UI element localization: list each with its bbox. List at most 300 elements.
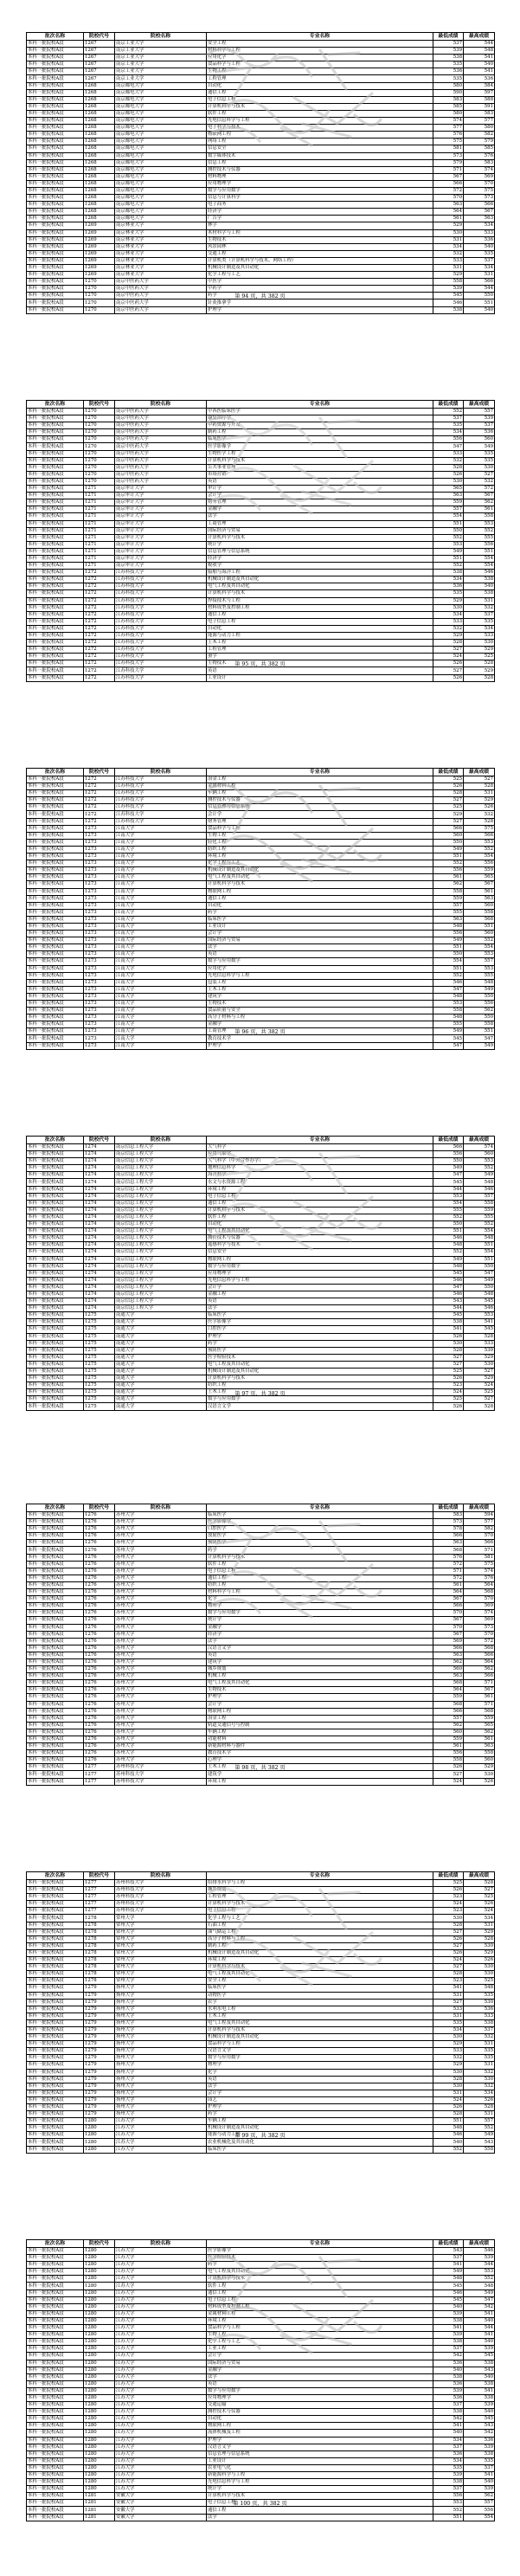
table-row (27, 2346, 495, 2353)
school-code-cell: 1275 (84, 1340, 115, 1347)
column-header: 最高成绩 (464, 1137, 495, 1144)
major-name-cell: 木材科学与工程 (207, 229, 433, 236)
school-code-cell: 1269 (84, 272, 115, 279)
min-score-cell: 526 (433, 1935, 464, 1942)
school-code-cell: 1273 (84, 1042, 115, 1049)
batch-name-cell: 本科一批院校A段 (27, 1638, 84, 1645)
table-row (27, 478, 495, 485)
major-name-cell: 口腔医学 (207, 1326, 433, 1333)
major-name-cell: 机械设计制造及其自动化 (207, 265, 433, 272)
max-score-cell: 525 (464, 1894, 495, 1901)
school-code-cell: 1275 (84, 1403, 115, 1410)
major-name-cell: 电气工程及其自动化 (207, 1361, 433, 1368)
school-code-cell: 1268 (84, 138, 115, 145)
table-row (27, 2486, 495, 2493)
school-name-cell: 江南大学 (115, 1021, 207, 1028)
max-score-cell: 579 (464, 138, 495, 145)
min-score-cell: 534 (433, 2437, 464, 2444)
major-name-cell: 食品科学与工程 (207, 2041, 433, 2048)
min-score-cell: 541 (433, 1326, 464, 1333)
min-score-cell: 547 (433, 1042, 464, 1049)
min-score-cell: 561 (433, 874, 464, 881)
max-score-cell: 554 (464, 1228, 495, 1235)
min-score-cell: 531 (433, 265, 464, 272)
school-name-cell: 江苏大学 (115, 2317, 207, 2324)
school-code-cell: 1268 (84, 202, 115, 209)
school-name-cell: 南京林业大学 (115, 236, 207, 243)
batch-name-cell: 本科一批院校A段 (27, 1207, 84, 1214)
school-name-cell: 江苏科技大学 (115, 590, 207, 597)
school-name-cell: 江南大学 (115, 860, 207, 867)
min-score-cell: 531 (433, 1992, 464, 1999)
school-name-cell: 苏州大学 (115, 1673, 207, 1680)
major-name-cell: 会计学 (207, 1284, 433, 1291)
column-header: 批次名称 (27, 2240, 84, 2248)
table-row (27, 576, 495, 583)
max-score-cell: 541 (464, 2472, 495, 2479)
max-score-cell: 528 (464, 1880, 495, 1887)
school-code-cell: 1280 (84, 2248, 115, 2255)
school-code-cell: 1280 (84, 2402, 115, 2409)
table-row (27, 1771, 495, 1778)
school-code-cell: 1268 (84, 132, 115, 138)
school-code-cell: 1280 (84, 2353, 115, 2360)
table-row (27, 1887, 495, 1894)
batch-name-cell: 本科一批院校A段 (27, 1736, 84, 1743)
max-score-cell: 566 (464, 202, 495, 209)
min-score-cell: 550 (433, 1221, 464, 1228)
table-row (27, 667, 495, 674)
min-score-cell: 549 (433, 846, 464, 853)
batch-name-cell: 本科一批院校A段 (27, 1298, 84, 1305)
table-row (27, 1312, 495, 1319)
batch-name-cell: 本科一批院校A段 (27, 839, 84, 846)
max-score-cell: 562 (464, 1666, 495, 1673)
min-score-cell: 551 (433, 520, 464, 527)
max-score-cell: 540 (464, 2373, 495, 2380)
school-name-cell: 南京信息工程大学 (115, 1172, 207, 1179)
table-row (27, 1014, 495, 1021)
batch-name-cell: 本科一批院校A段 (27, 993, 84, 1000)
school-code-cell: 1280 (84, 2132, 115, 2139)
school-code-cell: 1280 (84, 2423, 115, 2430)
table-row (27, 2076, 495, 2083)
school-code-cell: 1273 (84, 916, 115, 923)
max-score-cell: 525 (464, 654, 495, 660)
batch-name-cell: 本科一批院校A段 (27, 195, 84, 202)
batch-name-cell: 本科一批院校A段 (27, 2118, 84, 2125)
max-score-cell: 553 (464, 520, 495, 527)
table-row (27, 110, 495, 117)
major-name-cell: 通信工程 (207, 2507, 433, 2514)
max-score-cell: 540 (464, 2339, 495, 2346)
school-code-cell: 1270 (84, 450, 115, 457)
school-name-cell: 苏州科技大学 (115, 1908, 207, 1915)
min-score-cell: 535 (433, 75, 464, 82)
batch-name-cell: 本科一批院校A段 (27, 415, 84, 422)
max-score-cell: 573 (464, 1624, 495, 1631)
school-code-cell: 1268 (84, 216, 115, 222)
major-name-cell: 纺织工程 (207, 1382, 433, 1389)
min-score-cell: 523 (433, 1908, 464, 1915)
min-score-cell: 572 (433, 1575, 464, 1581)
school-code-cell: 1272 (84, 811, 115, 818)
table-row (27, 2317, 495, 2324)
major-name-cell: 电子信息工程 (207, 1908, 433, 1915)
batch-name-cell: 本科一批院校A段 (27, 597, 84, 604)
school-name-cell: 江苏科技大学 (115, 776, 207, 783)
column-header: 最低成绩 (433, 1504, 464, 1512)
min-score-cell: 546 (433, 1277, 464, 1284)
batch-name-cell: 本科一批院校A段 (27, 209, 84, 216)
school-name-cell: 南京邮电大学 (115, 103, 207, 110)
table-row (27, 993, 495, 1000)
admission-score-table (26, 400, 495, 682)
max-score-cell: 559 (464, 867, 495, 874)
school-name-cell: 江苏大学 (115, 2118, 207, 2125)
max-score-cell: 588 (464, 96, 495, 103)
school-code-cell: 1280 (84, 2479, 115, 2486)
max-score-cell: 552 (464, 2276, 495, 2283)
batch-name-cell: 本科一批院校A段 (27, 1992, 84, 1999)
min-score-cell: 562 (433, 881, 464, 888)
batch-name-cell: 本科一批院校A段 (27, 846, 84, 853)
school-name-cell: 南通大学 (115, 1375, 207, 1382)
table-row (27, 422, 495, 429)
max-score-cell: 556 (464, 541, 495, 548)
max-score-cell: 564 (464, 1658, 495, 1665)
table-row (27, 1221, 495, 1228)
major-name-cell: 电气工程及其自动化 (207, 2019, 433, 2026)
min-score-cell: 557 (433, 1715, 464, 1722)
school-name-cell: 南京邮电大学 (115, 82, 207, 89)
major-name-cell: 法学 (207, 1638, 433, 1645)
batch-name-cell: 本科一批院校A段 (27, 166, 84, 173)
school-code-cell: 1268 (84, 195, 115, 202)
school-code-cell: 1276 (84, 1750, 115, 1757)
min-score-cell: 538 (433, 2479, 464, 2486)
major-name-cell: 农业电气化 (207, 2464, 433, 2471)
min-score-cell: 547 (433, 1284, 464, 1291)
min-score-cell: 529 (433, 633, 464, 640)
school-name-cell: 安徽大学 (115, 2507, 207, 2514)
school-name-cell: 南京邮电大学 (115, 202, 207, 209)
max-score-cell: 558 (464, 2146, 495, 2153)
school-code-cell: 1280 (84, 2289, 115, 2296)
school-name-cell: 苏州大学 (115, 1645, 207, 1652)
batch-name-cell: 本科一批院校A段 (27, 202, 84, 209)
batch-name-cell: 本科一批院校A段 (27, 881, 84, 888)
school-name-cell: 南京邮电大学 (115, 89, 207, 96)
school-name-cell: 南通大学 (115, 1396, 207, 1403)
school-name-cell: 南京中医药大学 (115, 286, 207, 293)
school-code-cell: 1276 (84, 1519, 115, 1526)
school-code-cell: 1268 (84, 125, 115, 132)
school-code-cell: 1276 (84, 1680, 115, 1687)
table-row (27, 2457, 495, 2464)
major-name-cell: 电气工程及其自动化 (207, 2269, 433, 2276)
max-score-cell: 570 (464, 1631, 495, 1638)
major-name-cell: 电气工程及其自动化 (207, 874, 433, 881)
school-name-cell: 江南大学 (115, 881, 207, 888)
table-row (27, 125, 495, 132)
max-score-cell: 543 (464, 2423, 495, 2430)
school-code-cell: 1268 (84, 180, 115, 187)
max-score-cell: 537 (464, 2026, 495, 2033)
school-code-cell: 1276 (84, 1554, 115, 1561)
max-score-cell: 542 (464, 2430, 495, 2437)
max-score-cell: 535 (464, 250, 495, 257)
table-row (27, 895, 495, 902)
max-score-cell: 549 (464, 1277, 495, 1284)
school-code-cell: 1274 (84, 1235, 115, 1242)
page-number: 第 94 页，共 382 页 (234, 293, 286, 299)
school-code-cell: 1277 (84, 1880, 115, 1887)
min-score-cell: 526 (433, 783, 464, 790)
batch-name-cell: 本科一批院校A段 (27, 2146, 84, 2153)
column-header: 院校名称 (115, 769, 207, 776)
major-name-cell: 计算机科学与技术 (207, 457, 433, 464)
batch-name-cell: 本科一批院校A段 (27, 1771, 84, 1778)
school-name-cell: 苏州大学 (115, 1519, 207, 1526)
table-row (27, 299, 495, 306)
major-name-cell: 材料科学与工程 (207, 1589, 433, 1596)
min-score-cell: 523 (433, 1382, 464, 1389)
batch-name-cell: 本科一批院校A段 (27, 1631, 84, 1638)
min-score-cell: 549 (433, 2269, 464, 2276)
table-row (27, 1158, 495, 1165)
table-row (27, 1743, 495, 1750)
school-code-cell: 1274 (84, 1144, 115, 1151)
major-name-cell: 计算机类（计算机科学与技术、网络工程） (207, 257, 433, 264)
batch-name-cell: 本科一批院校A段 (27, 2255, 84, 2262)
school-code-cell: 1279 (84, 1999, 115, 2006)
max-score-cell: 531 (464, 2041, 495, 2048)
school-name-cell: 江苏大学 (115, 2346, 207, 2353)
school-code-cell: 1271 (84, 555, 115, 562)
max-score-cell: 547 (464, 1270, 495, 1277)
school-code-cell: 1278 (84, 1957, 115, 1964)
major-name-cell: 电气工程及其自动化 (207, 1971, 433, 1978)
min-score-cell: 548 (433, 1242, 464, 1249)
max-score-cell: 562 (464, 499, 495, 506)
min-score-cell: 548 (433, 993, 464, 1000)
max-score-cell: 528 (464, 660, 495, 667)
max-score-cell: 552 (464, 1221, 495, 1228)
table-row (27, 1354, 495, 1361)
school-name-cell: 南京林业大学 (115, 265, 207, 272)
batch-name-cell: 本科一批院校A段 (27, 1887, 84, 1894)
batch-name-cell: 本科一批院校A段 (27, 1942, 84, 1949)
school-name-cell: 苏州科技大学 (115, 1894, 207, 1901)
school-name-cell: 南京信息工程大学 (115, 1193, 207, 1200)
table-row (27, 1985, 495, 1992)
school-name-cell: 江南大学 (115, 931, 207, 937)
school-code-cell: 1276 (84, 1652, 115, 1658)
min-score-cell: 545 (433, 1312, 464, 1319)
major-name-cell: 农学 (207, 1999, 433, 2006)
min-score-cell: 563 (433, 202, 464, 209)
school-name-cell: 扬州大学 (115, 2104, 207, 2111)
batch-name-cell: 本科一批院校A段 (27, 2034, 84, 2041)
school-name-cell: 江苏大学 (115, 2132, 207, 2139)
max-score-cell: 535 (464, 2055, 495, 2062)
school-code-cell: 1276 (84, 1673, 115, 1680)
major-name-cell: 应用化学 (207, 55, 433, 61)
max-score-cell: 530 (464, 1971, 495, 1978)
table-row (27, 272, 495, 279)
batch-name-cell: 本科一批院校A段 (27, 527, 84, 534)
table-row (27, 2262, 495, 2269)
major-name-cell: 数学与应用数学 (207, 2387, 433, 2394)
school-code-cell: 1279 (84, 2041, 115, 2048)
school-code-cell: 1275 (84, 1333, 115, 1340)
major-name-cell: 英语 (207, 2076, 433, 2083)
max-score-cell: 533 (464, 633, 495, 640)
major-name-cell: 工程管理 (207, 1894, 433, 1901)
major-name-cell: 计算机科学与技术 (207, 881, 433, 888)
min-score-cell: 549 (433, 1256, 464, 1263)
min-score-cell: 541 (433, 1985, 464, 1992)
max-score-cell: 569 (464, 1617, 495, 1624)
school-name-cell: 常州大学 (115, 1964, 207, 1971)
max-score-cell: 561 (464, 1694, 495, 1701)
min-score-cell: 542 (433, 2416, 464, 2423)
school-code-cell: 1274 (84, 1277, 115, 1284)
max-score-cell: 524 (464, 1908, 495, 1915)
major-name-cell: 英语 (207, 951, 433, 958)
school-code-cell: 1269 (84, 250, 115, 257)
major-name-cell: 会计学 (207, 493, 433, 499)
batch-name-cell: 本科一批院校A段 (27, 2096, 84, 2103)
batch-name-cell: 本科一批院校A段 (27, 1610, 84, 1617)
min-score-cell: 528 (433, 2076, 464, 2083)
school-name-cell: 南京信息工程大学 (115, 1200, 207, 1207)
table-row (27, 2069, 495, 2076)
school-name-cell: 江南大学 (115, 839, 207, 846)
school-name-cell: 江南大学 (115, 972, 207, 979)
max-score-cell: 540 (464, 583, 495, 590)
school-name-cell: 南京中医药大学 (115, 464, 207, 471)
min-score-cell: 527 (433, 1964, 464, 1971)
batch-name-cell: 本科一批院校A段 (27, 118, 84, 125)
school-name-cell: 南京邮电大学 (115, 166, 207, 173)
major-name-cell: 电子信息工程 (207, 1568, 433, 1575)
batch-name-cell: 本科一批院校A段 (27, 1186, 84, 1193)
table-row (27, 1957, 495, 1964)
school-name-cell: 苏州大学 (115, 1547, 207, 1554)
major-name-cell: 软件工程 (207, 1214, 433, 1220)
min-score-cell: 555 (433, 909, 464, 916)
max-score-cell: 532 (464, 478, 495, 485)
max-score-cell: 594 (464, 1512, 495, 1519)
table-row (27, 1368, 495, 1375)
school-code-cell: 1271 (84, 534, 115, 541)
school-code-cell: 1280 (84, 2380, 115, 2387)
max-score-cell: 548 (464, 979, 495, 986)
page-block (26, 1504, 494, 1786)
school-name-cell: 南京审计大学 (115, 513, 207, 520)
major-name-cell: 英语 (207, 1652, 433, 1658)
batch-name-cell: 本科一批院校A段 (27, 306, 84, 313)
min-score-cell: 537 (433, 2486, 464, 2493)
max-score-cell: 565 (464, 874, 495, 881)
major-name-cell: 电子信息工程 (207, 2296, 433, 2303)
school-name-cell: 江苏大学 (115, 2387, 207, 2394)
school-code-cell: 1279 (84, 2104, 115, 2111)
batch-name-cell: 本科一批院校A段 (27, 1165, 84, 1172)
table-row (27, 68, 495, 75)
school-code-cell: 1279 (84, 2055, 115, 2062)
major-name-cell: 护理学 (207, 2104, 433, 2111)
school-name-cell: 南京审计大学 (115, 499, 207, 506)
max-score-cell: 548 (464, 1179, 495, 1186)
school-code-cell: 1280 (84, 2464, 115, 2471)
batch-name-cell: 本科一批院校A段 (27, 450, 84, 457)
batch-name-cell: 本科一批院校A段 (27, 1985, 84, 1992)
table-row (27, 2423, 495, 2430)
table-row (27, 166, 495, 173)
table-row (27, 2055, 495, 2062)
major-name-cell: 护理学 (207, 1333, 433, 1340)
min-score-cell: 577 (433, 125, 464, 132)
table-row (27, 825, 495, 832)
batch-name-cell: 本科一批院校A段 (27, 633, 84, 640)
school-name-cell: 江南大学 (115, 825, 207, 832)
table-row (27, 429, 495, 436)
table-row (27, 618, 495, 625)
max-score-cell: 538 (464, 2394, 495, 2401)
table-row (27, 534, 495, 541)
page-block (26, 768, 494, 1050)
major-name-cell: 英语 (207, 478, 433, 485)
max-score-cell: 554 (464, 563, 495, 570)
batch-name-cell: 本科一批院校A段 (27, 2111, 84, 2118)
page-block (26, 1136, 494, 1411)
max-score-cell: 540 (464, 2409, 495, 2416)
school-name-cell: 南京邮电大学 (115, 173, 207, 180)
major-name-cell: 计算机科学与技术 (207, 1375, 433, 1382)
max-score-cell: 546 (464, 1186, 495, 1193)
school-name-cell: 南京邮电大学 (115, 138, 207, 145)
batch-name-cell: 本科一批院校A段 (27, 776, 84, 783)
major-name-cell: 石油工程 (207, 1922, 433, 1929)
batch-name-cell: 本科一批院校A段 (27, 2409, 84, 2416)
batch-name-cell: 本科一批院校A段 (27, 1547, 84, 1554)
school-code-cell: 1272 (84, 640, 115, 647)
min-score-cell: 548 (433, 2125, 464, 2132)
major-name-cell: 化学工程与工艺 (207, 1915, 433, 1922)
major-name-cell: 机械设计制造及其自动化 (207, 2125, 433, 2132)
school-name-cell: 南京邮电大学 (115, 125, 207, 132)
school-code-cell: 1279 (84, 2083, 115, 2090)
max-score-cell: 532 (464, 2069, 495, 2076)
school-code-cell: 1276 (84, 1631, 115, 1638)
school-name-cell: 江苏科技大学 (115, 811, 207, 818)
school-code-cell: 1276 (84, 1533, 115, 1540)
min-score-cell: 527 (433, 1771, 464, 1778)
major-name-cell: 法学 (207, 2083, 433, 2090)
school-code-cell: 1280 (84, 2296, 115, 2303)
major-name-cell: 给排水科学与工程 (207, 1880, 433, 1887)
table-row (27, 2437, 495, 2444)
max-score-cell: 554 (464, 944, 495, 951)
max-score-cell: 560 (464, 1151, 495, 1158)
table-header-row (27, 2240, 495, 2248)
batch-name-cell: 本科一批院校A段 (27, 986, 84, 993)
table-row (27, 783, 495, 790)
major-name-cell: 交通运输 (207, 2402, 433, 2409)
